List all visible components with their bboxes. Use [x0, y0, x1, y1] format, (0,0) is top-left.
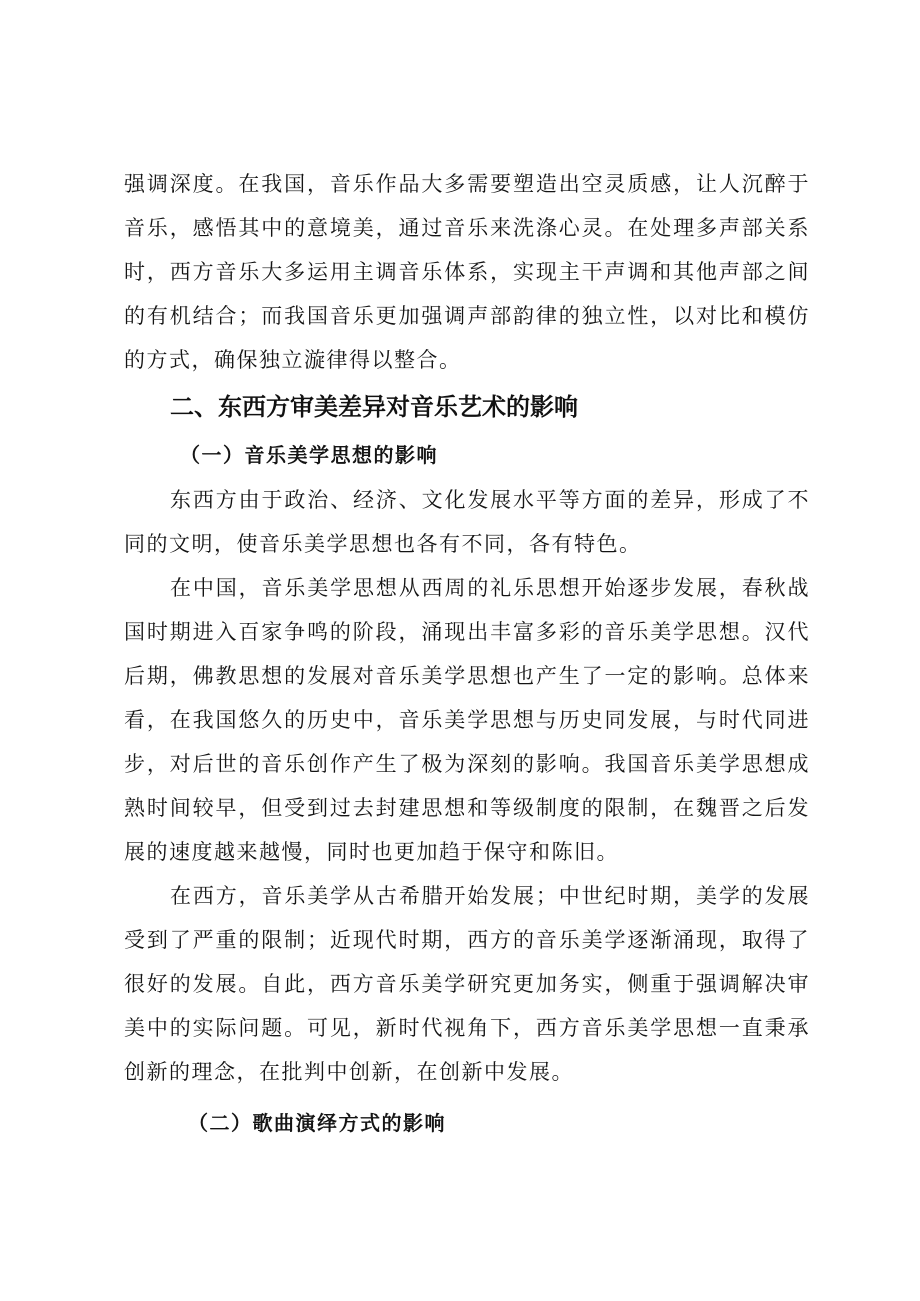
subsection-heading-aesthetics: （一）音乐美学思想的影响 — [180, 443, 438, 467]
paragraph-east-west-difference: 东西方由于政治、经济、文化发展水平等方面的差异，形成了不同的文明，使音乐美学思想也各有不同，各有特色。 — [124, 488, 810, 556]
section-heading: 二、东西方审美差异对音乐艺术的影响 — [170, 393, 578, 421]
subsection-heading-performance: （二）歌曲演绎方式的影响 — [188, 1111, 446, 1135]
paragraph-west-aesthetics: 在西方，音乐美学从古希腊开始发展；中世纪时期，美学的发展受到了严重的限制；近现代时期，西方的音乐美学逐渐涌现，取得了很好的发展。自此，西方音乐美学研究更加务实，侧重于强调解决审美中的实际问题。可见，新时代视角下，西方音乐美学思想一直秉承创新的理念，在批判中创新，在创新中发展。 — [124, 884, 810, 1084]
paragraph-china-aesthetics: 在中国，音乐美学思想从西周的礼乐思想开始逐步发展，春秋战国时期进入百家争鸣的阶段，涌现出丰富多彩的音乐美学思想。汉代后期，佛教思想的发展对音乐美学思想也产生了一定的影响。总体来看，在我国悠久的历史中，音乐美学思想与历史同发展，与时代同进步，对后世的音乐创作产生了极为深刻的影响。我国音乐美学思想成熟时间较早，但受到过去封建思想和等级制度的限制，在魏晋之后发展的速度越来越慢，同时也更加趋于保守和陈旧。 — [124, 576, 810, 864]
paragraph-continuation: 强调深度。在我国，音乐作品大多需要塑造出空灵质感，让人沉醉于音乐，感悟其中的意境美，通过音乐来洗涤心灵。在处理多声部关系时，西方音乐大多运用主调音乐体系，实现主干声调和其他声部之间的有机结合；而我国音乐更加强调声部韵律的独立性，以对比和模仿的方式，确保独立漩律得以整合。 — [124, 172, 810, 372]
document-body — [124, 162, 810, 1146]
